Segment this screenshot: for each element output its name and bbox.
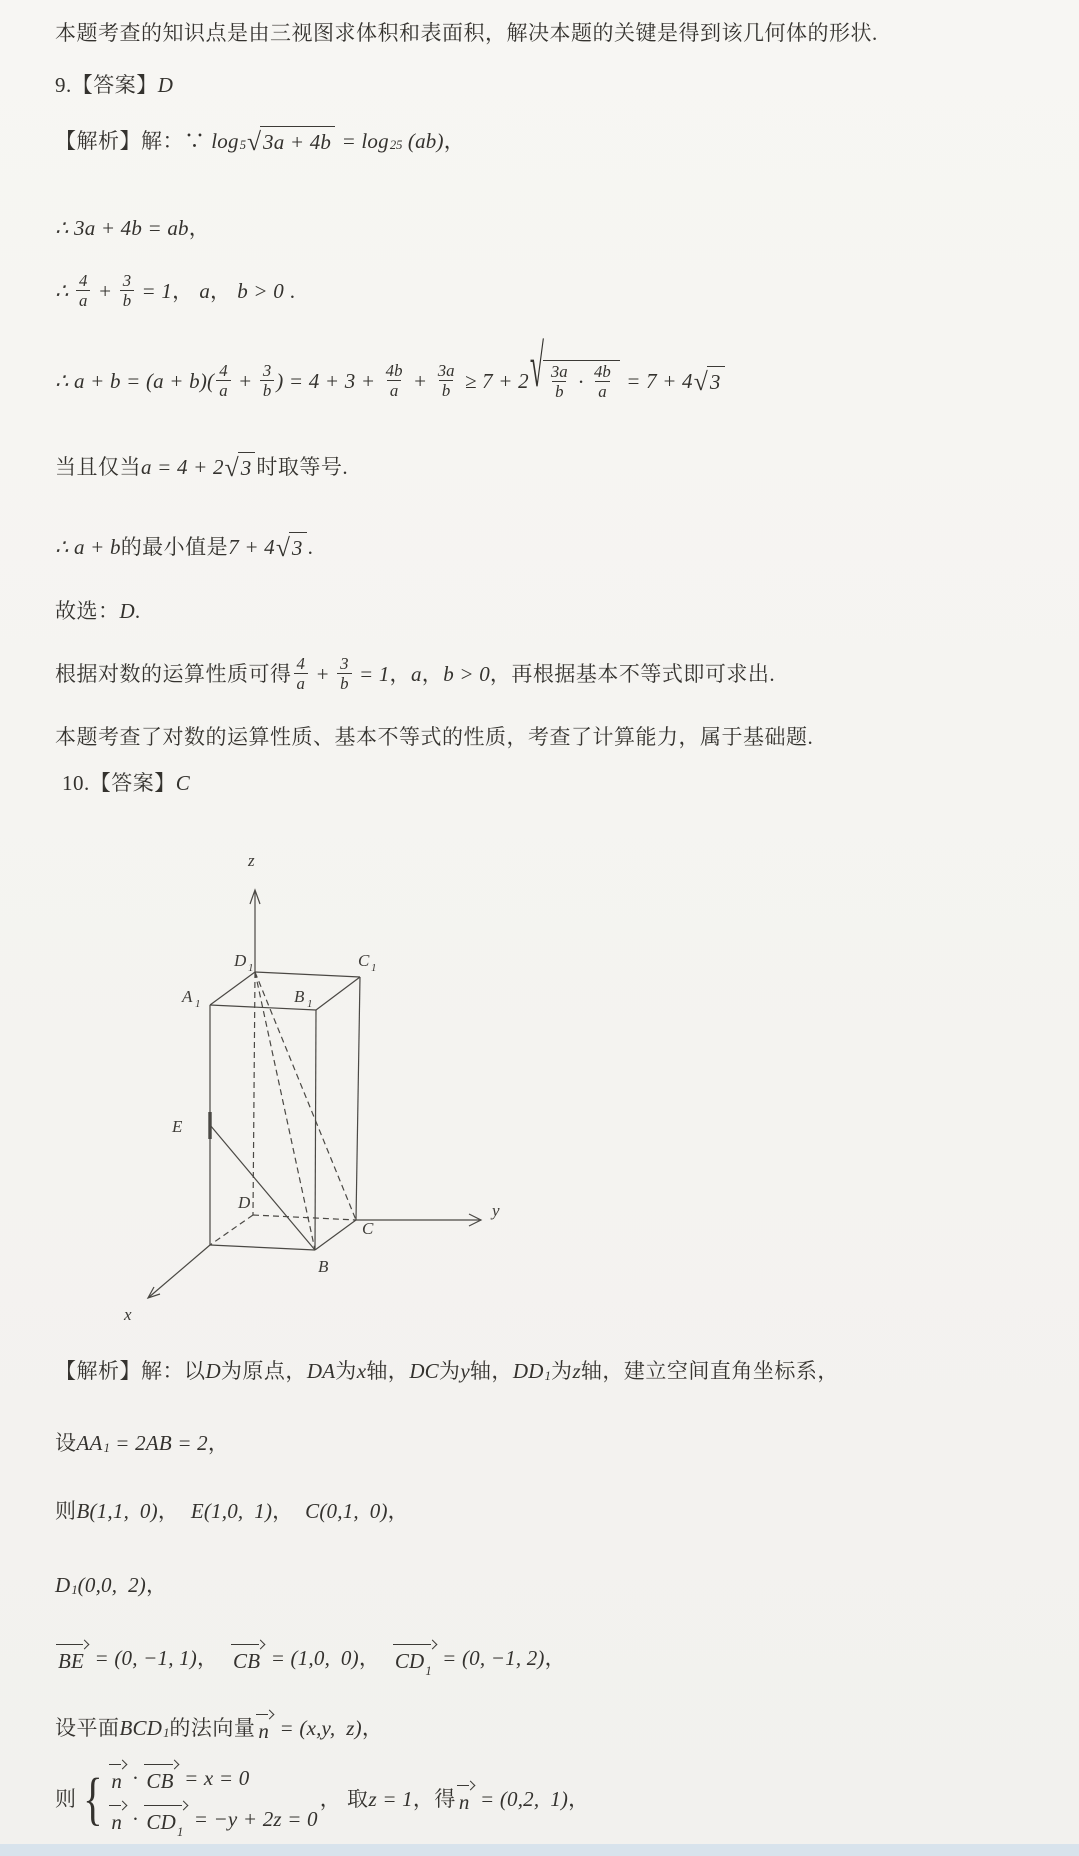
text-run: ， [544, 1646, 567, 1670]
fraction-denominator: a [294, 673, 308, 693]
math-run: log [211, 128, 239, 153]
vertex-label-e: E [172, 1117, 183, 1136]
vector-name: CB [146, 1769, 174, 1793]
math-run: D [55, 1573, 71, 1597]
fraction [216, 362, 230, 400]
text-run: 【解析】解：∵ [55, 128, 212, 153]
text-run: ， [188, 216, 211, 240]
method-note-line [55, 655, 775, 693]
math-run: = 2AB = 2 [109, 1431, 208, 1455]
text-run: ， [210, 279, 238, 304]
math-run: + [309, 662, 336, 687]
answer-10-line [62, 770, 190, 796]
text-run: 则 [55, 1786, 77, 1811]
text-run: ，再根据基本不等式即可求出. [489, 662, 776, 687]
text-run: 轴， [366, 1359, 410, 1383]
subscript: 25 [389, 138, 403, 153]
math-run: ∴ a + b = (a + b)( [55, 368, 215, 393]
fraction-numerator: 4 [219, 360, 228, 380]
vertex-label-b: B [318, 1257, 329, 1276]
subscript: 1 [544, 1368, 551, 1383]
d1-coord-line [55, 1572, 167, 1598]
vertex-label-a1: A [182, 987, 193, 1006]
fraction [591, 363, 614, 401]
radicand [260, 126, 335, 155]
axis-label-z: z [248, 851, 255, 870]
math-run: b > 0 [443, 662, 490, 687]
vertex-label-c1-sub: 1 [371, 962, 377, 974]
min-value-line [55, 532, 313, 561]
vertex-label-c1: C [358, 951, 370, 970]
vertex-label-d: D [238, 1193, 251, 1212]
text-run: ， [387, 1499, 410, 1523]
math-run: 3 [291, 536, 303, 560]
math-run: DC [409, 1359, 439, 1383]
radical-sign: √ [693, 367, 708, 397]
fraction [294, 655, 308, 693]
math-run: = log [336, 128, 389, 153]
radical [225, 452, 256, 481]
fraction-numerator: 3 [262, 360, 272, 380]
system-row [108, 1803, 318, 1840]
text-run: ， [157, 1499, 191, 1523]
math-run: D [119, 599, 135, 623]
radical-sign: √ [529, 332, 544, 401]
math-run: ∴ [55, 279, 75, 304]
math-run: a [199, 279, 211, 304]
math-run: y [460, 1359, 470, 1383]
math-run: · [127, 1807, 144, 1832]
fraction-denominator: b [552, 381, 566, 401]
math-run: D [157, 73, 174, 97]
vector [457, 1785, 474, 1815]
text-run: ， 取 [319, 1786, 369, 1811]
math-run: ≥ 7 + 2 [459, 368, 529, 393]
vector-name: CB [233, 1649, 261, 1673]
fraction [76, 272, 90, 310]
text-run: ， [272, 1499, 306, 1523]
subscript: 1 [163, 1725, 170, 1740]
equation-system [79, 1762, 318, 1840]
fraction-denominator: b [260, 380, 274, 400]
text-run: ， [568, 1786, 590, 1811]
radicand [543, 360, 620, 401]
math-run: DD [512, 1359, 544, 1383]
text-run: ， [389, 662, 412, 687]
fraction-numerator: 3a [550, 362, 568, 381]
axis-label-x: x [124, 1305, 132, 1324]
math-run: = 7 + 4 [620, 368, 693, 393]
math-run: ) = 4 + 3 + [276, 368, 381, 393]
fraction-numerator: 4 [296, 654, 305, 673]
vector-name: n [111, 1810, 123, 1835]
system-rows [108, 1762, 318, 1840]
subscript: 1 [71, 1582, 78, 1597]
math-run: = (0, −1, 2) [436, 1646, 545, 1670]
fraction [435, 362, 458, 400]
math-run: ∴ 3a + 4b = ab [55, 216, 189, 240]
figure-3d-cuboid [58, 842, 528, 1347]
vector [109, 1805, 126, 1835]
text-run: ， [361, 1716, 384, 1740]
vector-name: n [111, 1769, 123, 1793]
math-run: (0,0, 2) [77, 1573, 146, 1597]
vector [109, 1764, 126, 1794]
math-run: = x = 0 [178, 1766, 250, 1790]
analysis-9-line [55, 126, 465, 155]
math-run: C(0,1, 0) [305, 1499, 388, 1523]
fraction [260, 362, 274, 400]
vector [256, 1714, 273, 1744]
subscript: 5 [239, 138, 246, 153]
system-line [55, 1762, 590, 1840]
vertex-label-d1-sub: 1 [248, 962, 254, 974]
figure-labels [123, 851, 500, 1324]
text-run: 【解析】解：以 [55, 1359, 206, 1383]
text-run: 的法向量 [169, 1716, 256, 1740]
fraction-numerator: 3 [122, 271, 132, 290]
text-run: ， [443, 128, 466, 153]
eq-main-inequality-line [55, 332, 726, 402]
text-run: 轴， [469, 1359, 513, 1383]
math-run: DA [306, 1359, 336, 1383]
vectors-line [55, 1642, 567, 1679]
vector [144, 1764, 177, 1794]
math-run: C [175, 771, 190, 795]
math-run: BCD [119, 1716, 163, 1740]
math-run: = (x,y, z) [274, 1716, 362, 1740]
fraction-denominator: b [337, 673, 351, 693]
math-run: · [127, 1766, 144, 1790]
math-run: a = 4 + 2 [141, 454, 224, 479]
vector-subscript: 1 [425, 1664, 432, 1679]
equality-condition-line [55, 452, 348, 481]
math-run: B(1,1, 0) [76, 1499, 158, 1523]
text-run: 为 [335, 1359, 357, 1383]
text-run: 根据对数的运算性质可得 [55, 662, 292, 687]
vector-name: n [258, 1719, 270, 1743]
radical-sign: √ [224, 453, 239, 483]
text-run: 为 [438, 1359, 461, 1383]
text-run: 故选： [55, 599, 120, 623]
vertex-label-c: C [362, 1219, 374, 1238]
text-run: 则 [55, 1499, 77, 1523]
text-run: ， [145, 1573, 168, 1597]
fraction-denominator: b [120, 290, 134, 310]
fraction [120, 272, 134, 310]
system-row [108, 1762, 249, 1794]
math-run: x [356, 1359, 367, 1383]
vector-name: n [458, 1789, 470, 1814]
math-run: = 1 [136, 279, 173, 304]
fraction [337, 655, 351, 693]
radical-sign: √ [275, 533, 290, 563]
text-run: ， [421, 662, 444, 687]
axis-label-y: y [492, 1201, 500, 1220]
fraction-numerator: 4b [594, 362, 611, 381]
eq-frac-line [55, 272, 295, 310]
summary-note-line [55, 724, 813, 750]
text-run: 10.【答案】 [62, 771, 176, 795]
vertex-label-b1: B [294, 987, 305, 1006]
text-run: . [283, 279, 296, 304]
text-run: ， [358, 1646, 392, 1670]
radical [247, 126, 335, 155]
text-run: 设平面 [55, 1716, 120, 1740]
text-run: 的最小值是 [120, 534, 229, 559]
vector-subscript: 1 [176, 1825, 184, 1840]
math-run: 3 [709, 370, 721, 395]
vector-name: BE [58, 1649, 85, 1673]
text-run: ， [197, 1646, 230, 1670]
math-run: D [205, 1359, 221, 1383]
math-run: = 1 [353, 662, 390, 687]
choose-d-line [55, 598, 141, 624]
fraction-denominator: b [439, 380, 453, 400]
vector [56, 1644, 88, 1674]
math-run: E(1,0, 1) [190, 1499, 273, 1523]
vector [231, 1644, 264, 1674]
math-run: = (1,0, 0) [265, 1646, 359, 1670]
assume-line [55, 1430, 229, 1456]
math-run: + [232, 368, 258, 393]
text-run: 为原点， [220, 1359, 307, 1383]
math-run: b > 0 [237, 279, 284, 304]
system-brace: { [82, 1765, 103, 1831]
text-run: 本题考查的知识点是由三视图求体积和表面积，解决本题的关键是得到该几何体的形状. [55, 21, 878, 45]
fraction-numerator: 3 [340, 654, 349, 673]
text-run: ， [207, 1431, 230, 1455]
fraction-numerator: 4 [79, 271, 88, 290]
eq-3a4b-line [55, 215, 210, 241]
fraction-numerator: 4b [385, 360, 403, 380]
cuboid-diagram [58, 842, 528, 1347]
radical [529, 332, 620, 402]
text-run: 当且仅当 [55, 454, 141, 479]
math-run: + [92, 279, 118, 304]
fraction-denominator: a [387, 380, 401, 400]
fraction-numerator: 3a [437, 360, 455, 380]
text-run: 本题考查了对数的运算性质、基本不等式的性质，考查了计算能力，属于基础题. [55, 725, 814, 749]
math-run: 3 [240, 456, 252, 480]
text-run: . [134, 599, 141, 623]
vertex-label-a1-sub: 1 [195, 998, 201, 1010]
radicand [238, 452, 256, 481]
radical-sign: √ [246, 127, 262, 157]
vector [144, 1805, 187, 1840]
answer-9-line [55, 72, 173, 98]
math-run: a [411, 662, 422, 687]
fraction-denominator: a [595, 381, 609, 401]
radical [694, 366, 725, 395]
math-run: (ab) [402, 128, 444, 153]
vertex-label-d1: D [234, 951, 247, 970]
coords-line [55, 1498, 409, 1524]
text-run: 9.【答案】 [55, 73, 158, 97]
fraction-denominator: a [216, 380, 230, 400]
radical [276, 532, 307, 561]
bottom-strip [0, 1844, 1079, 1856]
text-run: ，得 [412, 1786, 456, 1811]
normal-vector-line [55, 1712, 383, 1744]
analysis-10-line [55, 1358, 839, 1384]
vector-name: CD [394, 1649, 425, 1673]
subscript: 1 [103, 1440, 110, 1455]
cuboid-hidden-edges [210, 972, 356, 1250]
fraction [383, 362, 406, 400]
math-run: z [572, 1359, 581, 1383]
text-run: 时取等号. [256, 454, 349, 479]
text-run: 设 [55, 1431, 77, 1455]
radicand [289, 532, 307, 561]
math-run: = (0, −1, 1) [89, 1646, 197, 1670]
text-run: . [307, 534, 314, 559]
vertex-label-b1-sub: 1 [307, 998, 313, 1010]
math-run: = −y + 2z = 0 [188, 1807, 318, 1832]
text-run: 轴，建立空间直角坐标系， [580, 1359, 839, 1383]
vector [393, 1644, 436, 1679]
radicand [707, 366, 725, 395]
math-run: · [572, 370, 590, 395]
vector-name: CD [146, 1810, 176, 1835]
math-run: + [407, 368, 433, 393]
math-run: AA [76, 1431, 103, 1455]
math-run: 7 + 4 [228, 534, 275, 559]
note-line [55, 20, 878, 46]
text-run: 为 [550, 1359, 573, 1383]
fraction [548, 363, 571, 401]
fraction-denominator: a [76, 290, 90, 310]
text-run: ， [172, 279, 200, 304]
math-run: ∴ a + b [55, 534, 121, 559]
math-run: = (0,2, 1) [474, 1786, 569, 1811]
math-run: 3a + 4b [263, 130, 332, 154]
math-run: z = 1 [368, 1786, 413, 1811]
